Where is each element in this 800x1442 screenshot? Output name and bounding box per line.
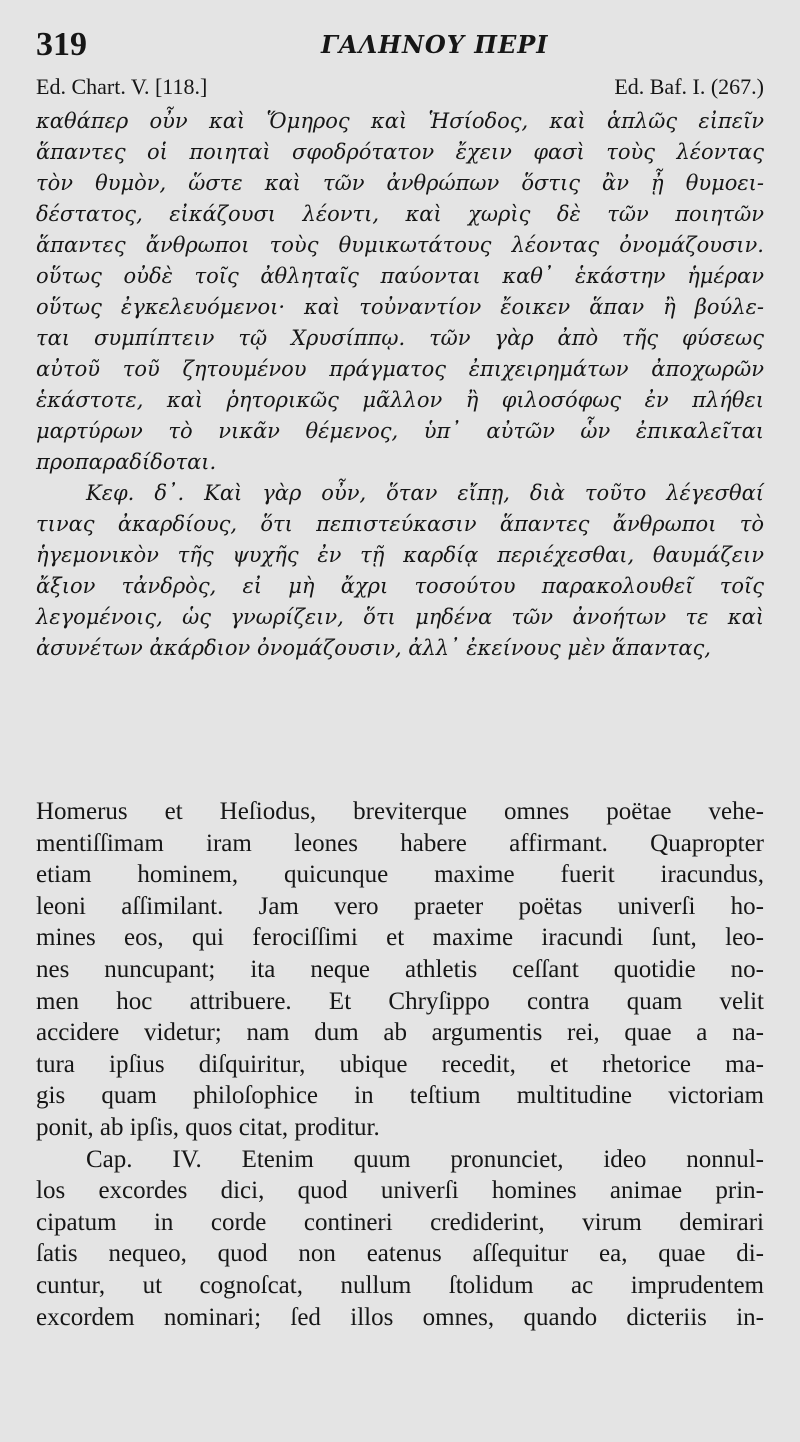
greek-text-line: ἅπαντες ἄνθρωποι τοὺς θυμικωτάτους λέοντας ὀνομάζουσιν. <box>36 233 764 257</box>
greek-text-line: δέστατος, εἰκάζουσι λέοντι, καὶ χωρὶς δὲ τῶν ποιητῶν <box>36 202 764 226</box>
latin-text-line: Cap. IV. Etenim quum pronunciet, ideo nonnul- <box>86 1145 764 1173</box>
greek-text-line: τινας ἀκαρδίους, ὅτι πεπιστεύκασιν ἅπαντες ἄνθρωποι τὸ <box>36 512 764 536</box>
latin-text-line: mentiſſimam iram leones habere affirmant. Quapropter <box>36 829 764 857</box>
latin-text-line: cipatum in corde contineri crediderint, virum demirari <box>36 1208 764 1236</box>
greek-text-line: Κεφ. δ᾽. Καὶ γὰρ οὖν, ὅταν εἴπῃ, διὰ τοῦτο λέγεσθαί <box>86 481 764 505</box>
running-head: ΓΑΛΗΝΟΥ ΠΕΡΙ <box>321 30 549 59</box>
latin-text-line: excordem nominari; ſed illos omnes, quando dicteriis in- <box>36 1303 764 1331</box>
greek-text-line: αὐτοῦ τοῦ ζητουμένου πράγματος ἐπιχειρημάτων ἀποχωρῶν <box>36 357 764 381</box>
page-header <box>36 26 764 66</box>
greek-text-block <box>36 106 764 664</box>
latin-text-line: ponit, ab ipſis, quos citat, proditur. <box>36 1113 380 1141</box>
edition-reference-line <box>36 74 764 106</box>
latin-text-line: gis quam philoſophice in teſtium multitudine victoriam <box>36 1082 764 1110</box>
greek-text-line: προπαραδίδοται. <box>36 450 217 474</box>
greek-text-line: οὕτως οὐδὲ τοῖς ἀθληταῖς παύονται καθ᾽ ἑκάστην ἡμέραν <box>36 264 764 288</box>
greek-text-line: καθάπερ οὖν καὶ Ὅμηρος καὶ Ἡσίοδος, καὶ ἁπλῶς εἰπεῖν <box>36 109 764 133</box>
page-number: 319 <box>36 26 87 63</box>
greek-text-line: ἅπαντες οἱ ποιηταὶ σφοδρότατον ἔχειν φασὶ τοὺς λέοντας <box>36 140 764 164</box>
greek-text-line: ἡγεμονικὸν τῆς ψυχῆς ἐν τῇ καρδίᾳ περιέχεσθαι, θαυμάζειν <box>36 543 764 567</box>
greek-text-line: ται συμπίπτειν τῷ Χρυσίππῳ. τῶν γὰρ ἀπὸ τῆς φύσεως <box>36 326 764 350</box>
greek-text-line: ἀσυνέτων ἀκάρδιον ὀνομάζουσιν, ἀλλ᾽ ἐκείνους μὲν ἅπαντας, <box>36 636 711 660</box>
edition-reference-left: Ed. Chart. V. [118.] <box>36 74 208 99</box>
latin-text-line: cuntur, ut cognoſcat, nullum ſtolidum ac imprudentem <box>36 1271 764 1299</box>
edition-reference-right: Ed. Baf. I. (267.) <box>614 74 764 99</box>
greek-text-line: ἄξιον τἀνδρὸς, εἰ μὴ ἄχρι τοσούτου παρακολουθεῖ τοῖς <box>36 574 764 598</box>
greek-text-line: μαρτύρων τὸ νικᾶν θέμενος, ὑπ᾽ αὐτῶν ὧν ἐπικαλεῖται <box>36 419 764 443</box>
latin-text-line: nes nuncupant; ita neque athletis ceſſant quotidie no- <box>36 955 764 983</box>
greek-text-line: λεγομένοις, ὡς γνωρίζειν, ὅτι μηδένα τῶν ἀνοήτων τε καὶ <box>36 605 764 629</box>
greek-text-line: ἑκάστοτε, καὶ ῥητορικῶς μᾶλλον ἢ φιλοσόφως ἐν πλήθει <box>36 388 764 412</box>
latin-text-line: etiam hominem, quicunque maxime fuerit iracundus, <box>36 861 764 889</box>
latin-text-line: los excordes dici, quod univerſi homines animae prin- <box>36 1177 764 1205</box>
latin-text-line: mines eos, qui ferociſſimi et maxime iracundi ſunt, leo- <box>36 924 764 952</box>
latin-text-line: tura ipſius diſquiritur, ubique recedit, et rhetorice ma- <box>36 1050 764 1078</box>
latin-text-line: ſatis nequeo, quod non eatenus aſſequitur ea, quae di- <box>36 1240 764 1268</box>
greek-text-line: τὸν θυμὸν, ὥστε καὶ τῶν ἀνθρώπων ὅστις ἂν ᾖ θυμοει- <box>36 171 764 195</box>
latin-text-line: Homerus et Heſiodus, breviterque omnes poëtae vehe- <box>36 798 764 825</box>
latin-text-line: men hoc attribuere. Et Chryſippo contra quam velit <box>36 987 764 1015</box>
latin-text-line: accidere videtur; nam dum ab argumentis rei, quae a na- <box>36 1019 764 1047</box>
latin-text-block <box>36 796 764 1333</box>
greek-text-line: οὕτως ἐγκελευόμενοι· καὶ τοὐναντίον ἔοικεν ἅπαν ἢ βούλε- <box>36 295 764 319</box>
latin-text-line: leoni aſſimilant. Jam vero praeter poëtas univerſi ho- <box>36 892 764 920</box>
